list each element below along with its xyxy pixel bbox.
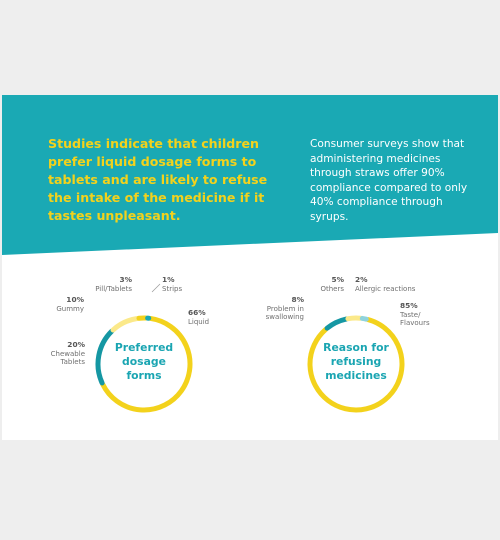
slice-percent: 85%	[400, 301, 418, 310]
center-title-line: forms	[126, 369, 162, 382]
donut-center-title	[323, 341, 389, 382]
donut-center-title	[115, 341, 173, 382]
infographic-page	[2, 95, 498, 440]
slice-percent: 2%	[355, 275, 368, 284]
slice-label	[188, 308, 209, 326]
slice-percent: 5%	[331, 275, 344, 284]
slice-label	[56, 295, 84, 313]
slice-category: Allergic reactions	[355, 285, 416, 293]
donut-slice	[113, 319, 137, 330]
slice-label	[355, 275, 416, 293]
slice-label	[320, 275, 344, 293]
slice-category: swallowing	[265, 313, 304, 321]
slice-category: Strips	[162, 285, 183, 293]
donut-slice	[98, 331, 112, 383]
slice-category: Liquid	[188, 318, 210, 326]
slice-category: Chewable	[50, 350, 85, 358]
slice-category: Problem in	[266, 305, 304, 313]
slice-category: Others	[320, 285, 344, 293]
slice-percent: 20%	[67, 340, 85, 349]
slice-percent: 10%	[66, 295, 84, 304]
slice-percent: 1%	[162, 275, 175, 284]
slice-category: Tablets	[60, 358, 85, 366]
slice-category: Pill/Tablets	[95, 285, 132, 293]
slice-percent: 66%	[188, 308, 206, 317]
center-title-line: medicines	[325, 369, 387, 382]
preferred-dosage-forms-chart	[2, 265, 250, 440]
slice-label	[51, 340, 86, 366]
donut-slice	[362, 318, 366, 319]
slice-category: Taste/	[400, 311, 421, 319]
label-connector	[152, 284, 160, 292]
slice-category: Flavours	[400, 319, 430, 327]
slice-label	[162, 275, 182, 293]
headline-text: Studies indicate that children prefer liquid dosage forms to tablets and are likely to refuse the intake of the medicine if it tastes unpleasant.	[48, 136, 268, 223]
slice-label	[399, 301, 430, 327]
compliance-stat-text: Consumer surveys show that administering medicines through straws offer 90% compliance compared to only 40% compliance through syrups.	[310, 138, 468, 223]
slice-category: Gummy	[56, 305, 84, 313]
center-title-line: refusing	[330, 355, 382, 368]
slice-percent: 3%	[119, 275, 132, 284]
center-title-line: Reason for	[323, 341, 389, 354]
slice-label	[95, 275, 132, 293]
slice-percent: 8%	[291, 295, 304, 304]
donut-slice	[327, 319, 346, 328]
center-title-line: Preferred	[114, 341, 174, 354]
center-title-line: dosage	[122, 355, 166, 368]
slice-label	[266, 295, 305, 321]
reason-for-refusing-chart	[250, 265, 498, 440]
donut-slice	[348, 318, 361, 319]
